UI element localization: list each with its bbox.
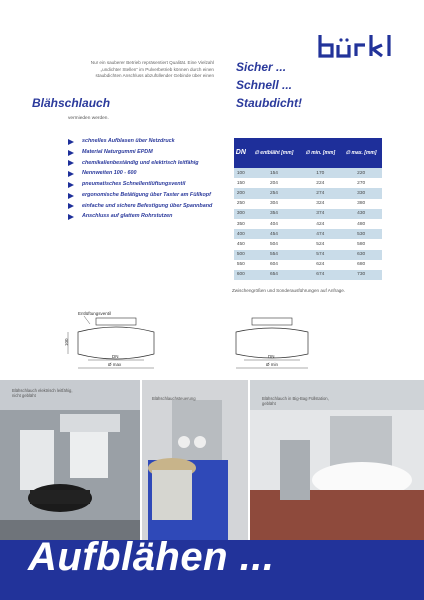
table-cell: 630 bbox=[340, 250, 382, 260]
product-title: Blähschlauch bbox=[32, 96, 111, 110]
slogan bbox=[236, 58, 302, 112]
table-cell: 200 bbox=[234, 188, 248, 198]
table-row bbox=[234, 209, 382, 219]
max-label: Ø max bbox=[108, 362, 122, 367]
table-cell: 430 bbox=[340, 209, 382, 219]
table-cell: 324 bbox=[300, 199, 340, 209]
table-cell: 250 bbox=[234, 199, 248, 209]
photo-caption: Blähschlauch in Big-Bag Füllstation, gebläht bbox=[262, 396, 329, 407]
table-row bbox=[234, 239, 382, 249]
table-cell: 404 bbox=[248, 219, 301, 229]
hose-drawing-inflated bbox=[226, 308, 326, 378]
table-cell: 524 bbox=[300, 239, 340, 249]
table-cell: 500 bbox=[234, 250, 248, 260]
table-cell: 654 bbox=[248, 270, 301, 280]
table-cell: 600 bbox=[234, 270, 248, 280]
arrow-bullet-icon bbox=[68, 203, 74, 209]
table-cell: 454 bbox=[248, 229, 301, 239]
table-cell: 574 bbox=[300, 250, 340, 260]
table-cell: 674 bbox=[300, 270, 340, 280]
table-cell: 220 bbox=[340, 168, 382, 178]
table-header: ∅ max. [mm] bbox=[340, 138, 382, 168]
table-cell: 374 bbox=[300, 209, 340, 219]
table-cell: 474 bbox=[300, 229, 340, 239]
table-row bbox=[234, 270, 382, 280]
headline: Aufblähen ... bbox=[28, 535, 275, 579]
dimensions-table bbox=[234, 138, 382, 280]
intro-continuation: vermieden werden. bbox=[68, 116, 109, 121]
table-cell: 480 bbox=[340, 219, 382, 229]
table-row bbox=[234, 260, 382, 270]
table-cell: 254 bbox=[248, 188, 301, 198]
table-cell: 350 bbox=[234, 219, 248, 229]
table-row bbox=[234, 229, 382, 239]
hose-drawing-deflated bbox=[60, 308, 170, 378]
table-cell: 204 bbox=[248, 178, 301, 188]
feature-item: ergonomische Betätigung über Taster am Füllkopf bbox=[68, 192, 218, 199]
valve-label: Entlüftungsventil bbox=[78, 311, 112, 316]
feature-item: schnelles Aufblasen über Netzdruck bbox=[68, 138, 218, 145]
table-cell: 270 bbox=[340, 178, 382, 188]
table-cell: 424 bbox=[300, 219, 340, 229]
table-cell: 150 bbox=[234, 178, 248, 188]
table-cell: 580 bbox=[340, 239, 382, 249]
table-cell: 730 bbox=[340, 270, 382, 280]
table-cell: 300 bbox=[234, 209, 248, 219]
arrow-bullet-icon bbox=[68, 171, 74, 177]
arrow-bullet-icon bbox=[68, 182, 74, 188]
photo-caption: Blähschlauch elektrisch leitfähig, nicht gebläht bbox=[12, 388, 73, 399]
feature-item: chemikalienbeständig und elektrisch leitfähig bbox=[68, 160, 218, 167]
table-cell: 504 bbox=[248, 239, 301, 249]
arrow-bullet-icon bbox=[68, 150, 74, 156]
table-cell: 554 bbox=[248, 250, 301, 260]
table-cell: 624 bbox=[300, 260, 340, 270]
photo-hose-deflated bbox=[0, 380, 140, 540]
feature-item: einfache und sichere Befestigung über Spannband bbox=[68, 203, 218, 210]
table-header: ∅ entbläht [mm] bbox=[248, 138, 301, 168]
table-cell: 550 bbox=[234, 260, 248, 270]
table-cell: 450 bbox=[234, 239, 248, 249]
table-cell: 680 bbox=[340, 260, 382, 270]
intro-text: Nur ein sauberer Betrieb repräsentiert Qualität. Eine Vielzahl „undichter Stellen“ im Pulverbetrieb können durch einen staubdichten Anschluss abzufüllender Gebinde über einen bbox=[90, 60, 214, 79]
arrow-bullet-icon bbox=[68, 139, 74, 145]
feature-item: Anschluss auf glattem Rohrstutzen bbox=[68, 213, 218, 220]
table-row bbox=[234, 219, 382, 229]
table-cell: 224 bbox=[300, 178, 340, 188]
photo-caption: Blähschlauchsteuerung bbox=[152, 396, 196, 401]
table-row bbox=[234, 250, 382, 260]
burkl-logo bbox=[316, 32, 406, 60]
table-row bbox=[234, 199, 382, 209]
table-cell: 100 bbox=[234, 168, 248, 178]
feature-list bbox=[68, 138, 218, 224]
slogan-line-2: Schnell ... bbox=[236, 78, 293, 92]
table-note: Zwischengrößen und Sonderausführungen auf Anfrage. bbox=[232, 288, 346, 293]
arrow-bullet-icon bbox=[68, 193, 74, 199]
table-row bbox=[234, 168, 382, 178]
slogan-line-3: Staubdicht! bbox=[236, 96, 302, 110]
table-cell: 354 bbox=[248, 209, 301, 219]
table-row bbox=[234, 188, 382, 198]
feature-item: Nennweiten 100 - 600 bbox=[68, 170, 218, 177]
table-cell: 530 bbox=[340, 229, 382, 239]
table-cell: 154 bbox=[248, 168, 301, 178]
min-label: Ø min bbox=[266, 362, 279, 367]
arrow-bullet-icon bbox=[68, 160, 74, 166]
slogan-line-1: Sicher ... bbox=[236, 60, 287, 74]
table-cell: 400 bbox=[234, 229, 248, 239]
table-cell: 604 bbox=[248, 260, 301, 270]
table-header: ∅ min. [mm] bbox=[300, 138, 340, 168]
height-label: 100 bbox=[64, 338, 69, 346]
feature-item: pneumatisches Schnellentlüftungsventil bbox=[68, 181, 218, 188]
feature-item: Material Naturgummi EPDM bbox=[68, 149, 218, 156]
table-cell: 330 bbox=[340, 188, 382, 198]
dn-label: DN bbox=[112, 354, 119, 359]
arrow-bullet-icon bbox=[68, 214, 74, 220]
table-cell: 304 bbox=[248, 199, 301, 209]
table-header: DN bbox=[234, 138, 248, 168]
photo-hose-control bbox=[142, 380, 248, 540]
table-header-row bbox=[234, 138, 382, 168]
table-cell: 380 bbox=[340, 199, 382, 209]
table-row bbox=[234, 178, 382, 188]
table-cell: 274 bbox=[300, 188, 340, 198]
table-cell: 170 bbox=[300, 168, 340, 178]
dn-label: DN bbox=[268, 354, 275, 359]
